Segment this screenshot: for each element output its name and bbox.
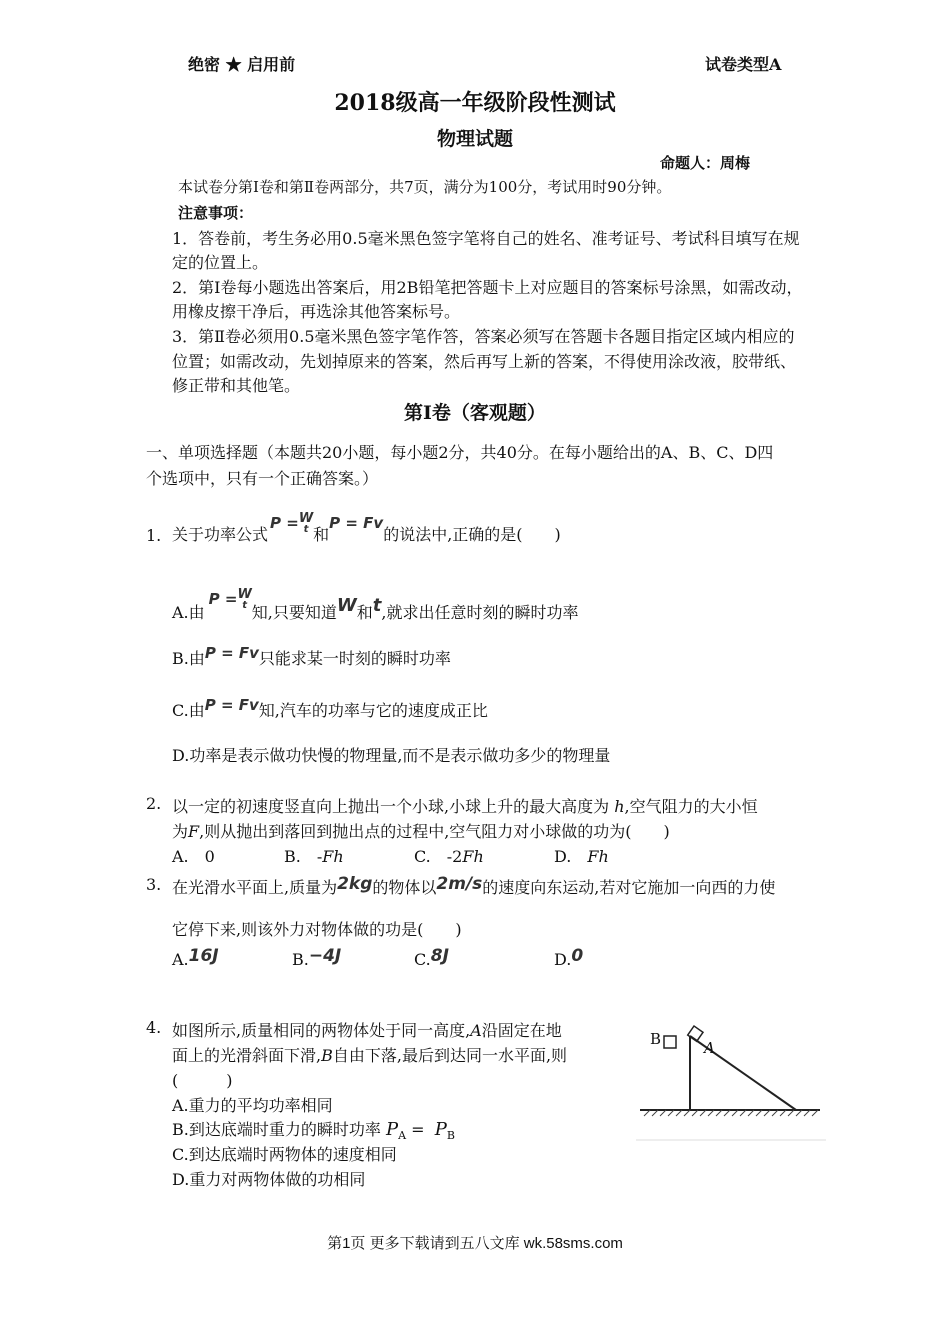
question-4-option-c: C.到达底端时两物体的速度相同 bbox=[172, 1145, 397, 1164]
option-b-end: 只能求某一时刻的瞬时功率 bbox=[258, 649, 451, 668]
q4-symbol-a: A bbox=[470, 1021, 482, 1040]
formula-numerator: W bbox=[237, 586, 252, 602]
note-3-line-1: 3．第Ⅱ卷必须用0.5毫米黑色签字笔作答，答案必须写在答题卡各题目指定区域内相应的 bbox=[172, 327, 795, 346]
paper-type-label: 试卷类型A bbox=[705, 55, 782, 74]
secret-label: 绝密 ★ 启用前 bbox=[188, 55, 296, 74]
q4-subscript-a: A bbox=[398, 1129, 407, 1142]
question-1-stem-end: 的说法中,正确的是( ) bbox=[383, 524, 561, 544]
q4-opt-b-text: B.到达底端时重力的瞬时功率 bbox=[172, 1120, 381, 1139]
q3-line1-mid: 的物体以 bbox=[372, 878, 437, 897]
question-4-line-2 bbox=[172, 1043, 567, 1066]
question-3-option-c bbox=[414, 946, 449, 970]
page-subtitle: 物理试题 bbox=[436, 128, 513, 150]
question-3-line-2: 它停下来,则该外力对物体做的功是( ) bbox=[172, 920, 462, 939]
q4-line2-end: 自由下落,最后到达同一水平面,则 bbox=[332, 1046, 568, 1065]
formula-p-fv: P = Fv bbox=[329, 514, 384, 532]
option-a-and: 和 bbox=[356, 602, 373, 622]
q4-symbol-pa: P bbox=[385, 1119, 399, 1140]
question-2-option-b bbox=[284, 844, 344, 867]
incline-figure bbox=[636, 1012, 826, 1142]
formula-numerator: W bbox=[298, 510, 314, 526]
q4-symbol-b: B bbox=[321, 1046, 333, 1065]
page-footer: 第1页 更多下载请到五八文库 wk.58sms.com bbox=[327, 1235, 623, 1252]
question-2-number: 2. bbox=[146, 794, 162, 813]
question-2-line-2 bbox=[172, 819, 670, 842]
formula-p-eq: P = bbox=[270, 514, 299, 532]
q3-opt-b-value: −4J bbox=[308, 946, 342, 966]
q2-line1-end: ,空气阻力的大小恒 bbox=[624, 797, 758, 816]
question-3-option-b bbox=[292, 946, 342, 970]
formula-p-fv: P = Fv bbox=[204, 696, 259, 714]
formula-w: W bbox=[336, 594, 357, 616]
q2-opt-c-value: Fh bbox=[462, 847, 484, 866]
q3-mass: 2kg bbox=[337, 874, 373, 894]
question-4-option-a: A.重力的平均功率相同 bbox=[172, 1096, 333, 1115]
formula-p-fv: P = Fv bbox=[204, 644, 259, 662]
note-3-line-2: 位置；如需改动，先划掉原来的答案，然后再写上新的答案，不得使用涂改液，胶带纸、 bbox=[172, 352, 797, 371]
question-1-number: 1. bbox=[146, 526, 162, 545]
option-a-end: ,就求出任意时刻的瞬时功率 bbox=[381, 602, 579, 622]
q3-opt-a-value: 16J bbox=[188, 946, 219, 966]
option-a-prefix: A.由 bbox=[172, 602, 205, 622]
question-4-option-b bbox=[172, 1117, 455, 1142]
question-2-option-d bbox=[554, 844, 609, 867]
q2-opt-c-label: C. -2 bbox=[414, 847, 463, 866]
note-2-line-2: 用橡皮擦干净后，再选涂其他答案标号。 bbox=[172, 302, 461, 321]
question-2-line-1 bbox=[172, 794, 758, 817]
q3-opt-d-value: 0 bbox=[571, 946, 584, 966]
option-b-prefix: B.由 bbox=[172, 649, 205, 668]
incline-diagram bbox=[636, 1012, 826, 1142]
question-4-line-3: ( ) bbox=[172, 1071, 233, 1090]
q2-opt-d-label: D. bbox=[554, 847, 588, 866]
option-c-end: 知,汽车的功率与它的速度成正比 bbox=[258, 701, 488, 720]
formula-denominator: t bbox=[303, 523, 309, 535]
q4-line1-end: 沿固定在地 bbox=[481, 1021, 562, 1040]
formula-t: t bbox=[372, 594, 382, 616]
q2-opt-b-label: B. - bbox=[284, 847, 323, 866]
q4-subscript-b: B bbox=[446, 1129, 455, 1142]
note-3-line-3: 修正带和其他笔。 bbox=[172, 376, 301, 395]
formula-w-over-t bbox=[299, 512, 313, 535]
note-1-line-2: 定的位置上。 bbox=[172, 253, 269, 272]
question-3-line-1 bbox=[172, 875, 775, 898]
formula-denominator: t bbox=[242, 599, 248, 611]
question-3-option-d bbox=[554, 946, 584, 970]
q3-speed: 2m/s bbox=[436, 874, 483, 894]
question-1-stem-and: 和 bbox=[313, 524, 330, 544]
question-1-option-d: D.功率是表示做功快慢的物理量,而不是表示做功多少的物理量 bbox=[172, 746, 611, 765]
question-3-option-a bbox=[172, 946, 219, 970]
question-2-option-c bbox=[414, 844, 484, 867]
intro-text: 本试卷分第Ⅰ卷和第Ⅱ卷两部分，共7页，满分为100分，考试用时90分钟。 bbox=[178, 178, 672, 196]
page-title: 2018级高一年级阶段性测试 bbox=[334, 90, 616, 116]
q3-opt-b-label: B. bbox=[292, 950, 309, 969]
q4-line1-text: 如图所示,质量相同的两物体处于同一高度, bbox=[172, 1021, 471, 1040]
question-1-option-a bbox=[172, 574, 578, 624]
q3-opt-c-label: C. bbox=[414, 950, 431, 969]
question-1-stem-text: 关于功率公式 bbox=[172, 524, 269, 544]
label-a: A bbox=[704, 1039, 715, 1057]
q2-opt-b-value: Fh bbox=[322, 847, 344, 866]
formula-w-over-t bbox=[237, 588, 251, 611]
q2-symbol-f: F bbox=[188, 822, 200, 841]
question-3-number: 3. bbox=[146, 875, 162, 894]
question-4-option-d: D.重力对两物体做的功相同 bbox=[172, 1170, 366, 1189]
q3-line1-end: 的速度向东运动,若对它施加一向西的力使 bbox=[482, 878, 776, 897]
q4-symbol-pb: P bbox=[434, 1119, 447, 1140]
question-2-option-a: A. 0 bbox=[172, 847, 215, 866]
q2-line2-text: 为 bbox=[172, 822, 189, 841]
question-4-line-1 bbox=[172, 1018, 562, 1041]
option-c-prefix: C.由 bbox=[172, 701, 205, 720]
q3-line1-text: 在光滑水平面上,质量为 bbox=[172, 878, 338, 897]
note-1-line-1: 1．答卷前，考生务必用0.5毫米黑色签字笔将自己的姓名、准考证号、考试科目填写在规 bbox=[172, 229, 800, 248]
label-b: B bbox=[650, 1030, 662, 1048]
question-1-stem bbox=[172, 498, 561, 548]
q2-line2-end: ,则从抛出到落回到抛出点的过程中,空气阻力对小球做的功为( ) bbox=[199, 822, 670, 841]
section-title: 第Ⅰ卷（客观题） bbox=[404, 402, 546, 424]
q2-symbol-h: h bbox=[614, 797, 625, 816]
block-b bbox=[664, 1036, 676, 1048]
q2-opt-d-value: Fh bbox=[587, 847, 609, 866]
formula-p-eq: P = bbox=[208, 590, 238, 608]
question-1-option-c bbox=[172, 698, 488, 721]
q2-line1-text: 以一定的初速度竖直向上抛出一个小球,小球上升的最大高度为 bbox=[172, 797, 610, 816]
question-1-option-b bbox=[172, 646, 451, 669]
q4-equals: = bbox=[406, 1120, 430, 1139]
question-4-number: 4. bbox=[146, 1018, 162, 1037]
option-a-mid: 知,只要知道 bbox=[251, 602, 337, 622]
notes-heading: 注意事项： bbox=[178, 204, 254, 222]
section-instructions-line-2: 个选项中，只有一个正确答案。） bbox=[146, 469, 379, 488]
q3-opt-c-value: 8J bbox=[430, 946, 449, 966]
section-instructions-line-1: 一、单项选择题（本题共20小题，每小题2分，共40分。在每小题给出的A、B、C、D四 bbox=[146, 443, 774, 462]
author-label: 命题人：周梅 bbox=[660, 154, 751, 172]
q3-opt-d-label: D. bbox=[554, 950, 572, 969]
q4-line2-text: 面上的光滑斜面下滑, bbox=[172, 1046, 322, 1065]
note-2-line-1: 2．第Ⅰ卷每小题选出答案后，用2B铅笔把答题卡上对应题目的答案标号涂黑，如需改动， bbox=[172, 278, 803, 297]
q3-opt-a-label: A. bbox=[172, 950, 189, 969]
